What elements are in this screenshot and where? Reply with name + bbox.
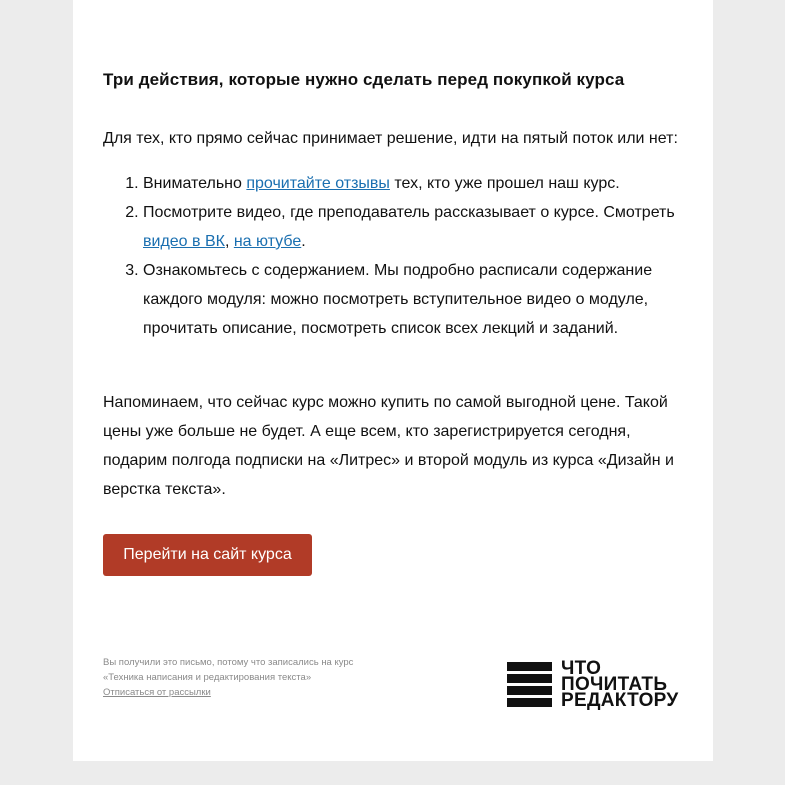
logo-word-2: ПОЧИТАТЬ <box>561 674 668 695</box>
list-item <box>143 256 688 343</box>
list-item <box>143 169 688 198</box>
step-2-separator: , <box>224 233 234 250</box>
logo-word-3: РЕДАКТОРУ <box>561 690 679 711</box>
logo <box>507 660 685 710</box>
step-2-text-before: Посмотрите видео, где преподаватель рассказывает о курсе. Смотреть <box>143 204 675 221</box>
go-to-course-button[interactable]: Перейти на сайт курса <box>103 534 312 576</box>
step-3-text: Ознакомьтесь с содержанием. Мы подробно расписали содержание каждого модуля: можно посмотреть вступительное видео о модуле, прочитать описание, посмотреть список всех лекций и заданий. <box>143 262 653 337</box>
footer-note <box>103 655 403 700</box>
reminder-text: Напоминаем, что сейчас курс можно купить по самой выгодной цене. Такой цены уже больше не будет. А еще всем, кто зарегистрируется сегодня, подарим полгода подписки на «Литрес» и второй модуль из курса «Дизайн и верстка текста». <box>103 394 674 498</box>
email-heading: Три действия, которые нужно сделать перед покупкой курса <box>103 70 625 89</box>
footer-line-1: Вы получили это письмо, потому что записались на курс <box>103 657 354 668</box>
vk-video-link[interactable]: видео в ВК <box>143 233 225 250</box>
read-reviews-link[interactable]: прочитайте отзывы <box>246 175 390 192</box>
list-item <box>143 198 688 256</box>
step-1-text-before: Внимательно <box>143 175 247 192</box>
logo-word-1: ЧТО <box>561 658 602 679</box>
intro-text: Для тех, кто прямо сейчас принимает решение, идти на пятый поток или нет: <box>103 130 678 147</box>
step-2-text-after: . <box>301 233 306 250</box>
footer-line-2: «Техника написания и редактирования текста» <box>103 672 312 683</box>
youtube-link[interactable]: на ютубе <box>233 233 302 250</box>
email-card <box>73 0 713 761</box>
unsubscribe-link[interactable]: Отписаться от рассылки <box>103 687 211 698</box>
step-1-text-after: тех, кто уже прошел наш курс. <box>389 175 620 192</box>
steps-list <box>103 169 688 343</box>
